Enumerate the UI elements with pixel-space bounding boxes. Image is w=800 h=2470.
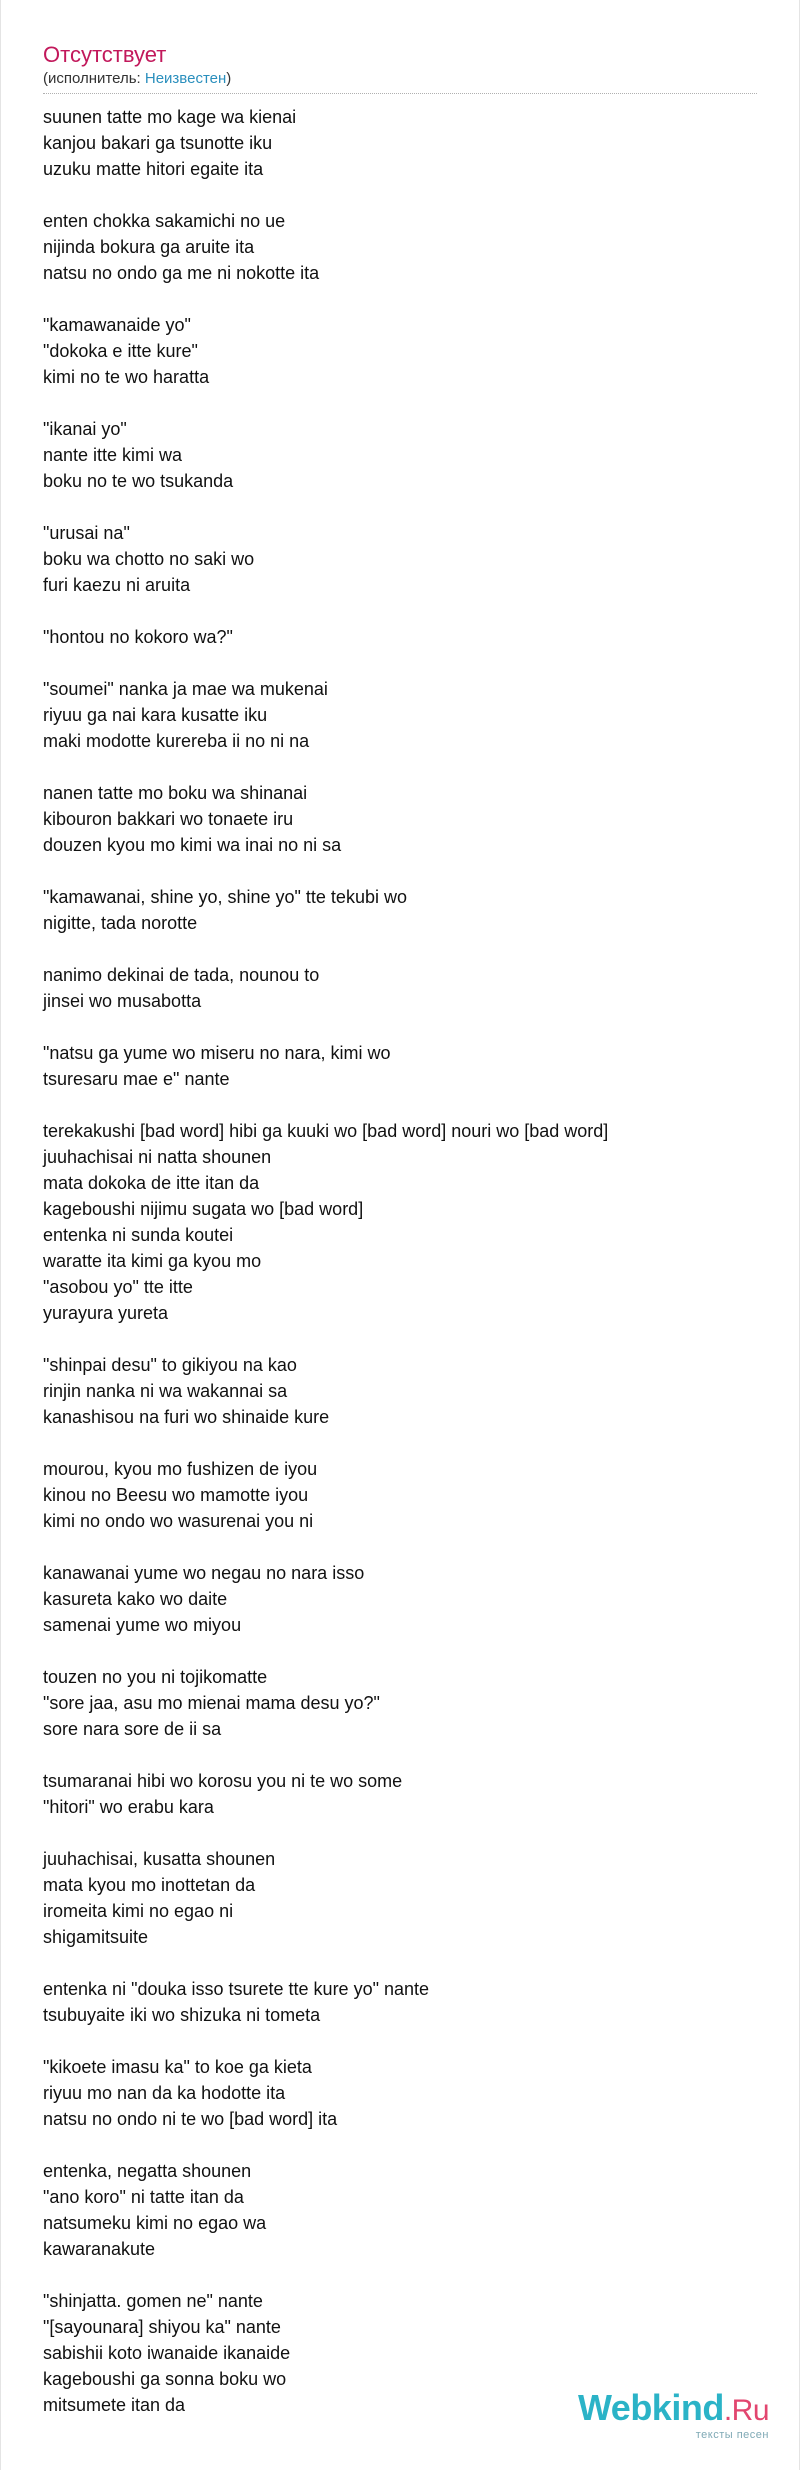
lyrics-stanza bbox=[43, 1846, 759, 1950]
artist-suffix: ) bbox=[226, 70, 232, 87]
lyric-line: mitsumete itan da bbox=[43, 2395, 186, 2415]
lyric-line: natsumeku kimi no egao wa bbox=[43, 2213, 267, 2233]
lyric-line: "shinjatta. gomen ne" nante bbox=[43, 2291, 263, 2311]
lyric-line: waratte ita kimi ga kyou mo bbox=[43, 1251, 262, 1271]
lyric-line: "asobou yo" tte itte bbox=[43, 1277, 193, 1297]
song-title: Отсутствует bbox=[43, 42, 167, 67]
lyrics-stanza bbox=[43, 208, 759, 286]
lyric-line: riyuu ga nai kara kusatte iku bbox=[43, 705, 268, 725]
lyrics-stanza bbox=[43, 1664, 759, 1742]
lyric-line: "urusai na" bbox=[43, 523, 130, 543]
lyric-line: mata dokoka de itte itan da bbox=[43, 1173, 260, 1193]
lyric-line: sore nara sore de ii sa bbox=[43, 1719, 222, 1739]
lyric-line: nijinda bokura ga aruite ita bbox=[43, 237, 255, 257]
lyric-line: "hontou no kokoro wa?" bbox=[43, 627, 233, 647]
lyrics-body bbox=[43, 104, 759, 2444]
lyric-line: "[sayounara] shiyou ka" nante bbox=[43, 2317, 281, 2337]
lyrics-stanza bbox=[43, 1040, 759, 1092]
logo-tagline: тексты песен bbox=[695, 2429, 769, 2441]
lyric-line: kanawanai yume wo negau no nara isso bbox=[43, 1563, 365, 1583]
lyrics-stanza bbox=[43, 520, 759, 598]
lyric-line: sabishii koto iwanaide ikanaide bbox=[43, 2343, 291, 2363]
lyrics-stanza bbox=[43, 624, 759, 650]
lyric-line: "dokoka e itte kure" bbox=[43, 341, 198, 361]
lyric-line: samenai yume wo miyou bbox=[43, 1615, 242, 1635]
lyric-line: kasureta kako wo daite bbox=[43, 1589, 228, 1609]
lyric-line: enten chokka sakamichi no ue bbox=[43, 211, 286, 231]
lyric-line: kanjou bakari ga tsunotte iku bbox=[43, 133, 273, 153]
lyric-line: "kamawanaide yo" bbox=[43, 315, 191, 335]
lyric-line: kageboushi ga sonna boku wo bbox=[43, 2369, 287, 2389]
site-logo[interactable] bbox=[578, 2388, 769, 2441]
lyric-line: iromeita kimi no egao ni bbox=[43, 1901, 234, 1921]
lyric-line: natsu no ondo ni te wo [bad word] ita bbox=[43, 2109, 338, 2129]
lyric-line: boku no te wo tsukanda bbox=[43, 471, 234, 491]
lyric-line: mourou, kyou mo fushizen de iyou bbox=[43, 1459, 318, 1479]
lyrics-stanza bbox=[43, 962, 759, 1014]
lyric-line: boku wa chotto no saki wo bbox=[43, 549, 255, 569]
lyrics-stanza bbox=[43, 1118, 759, 1326]
logo-text: Webkind bbox=[577, 2387, 724, 2428]
lyric-line: kageboushi nijimu sugata wo [bad word] bbox=[43, 1199, 364, 1219]
lyric-line: riyuu mo nan da ka hodotte ita bbox=[43, 2083, 286, 2103]
lyric-line: douzen kyou mo kimi wa inai no ni sa bbox=[43, 835, 342, 855]
lyric-line: kanashisou na furi wo shinaide kure bbox=[43, 1407, 330, 1427]
lyrics-stanza bbox=[43, 312, 759, 390]
lyric-line: nigitte, tada norotte bbox=[43, 913, 198, 933]
lyrics-stanza bbox=[43, 1456, 759, 1534]
lyric-line: tsuresaru mae e" nante bbox=[43, 1069, 230, 1089]
lyric-line: nante itte kimi wa bbox=[43, 445, 183, 465]
lyric-line: tsumaranai hibi wo korosu you ni te wo some bbox=[43, 1771, 403, 1791]
lyrics-stanza bbox=[43, 884, 759, 936]
lyric-line: nanen tatte mo boku wa shinanai bbox=[43, 783, 308, 803]
lyric-line: rinjin nanka ni wa wakannai sa bbox=[43, 1381, 288, 1401]
lyric-line: tsubuyaite iki wo shizuka ni tometa bbox=[43, 2005, 321, 2025]
lyric-line: kibouron bakkari wo tonaete iru bbox=[43, 809, 294, 829]
lyric-line: "hitori" wo erabu kara bbox=[43, 1797, 214, 1817]
lyrics-stanza bbox=[43, 676, 759, 754]
lyric-line: yurayura yureta bbox=[43, 1303, 169, 1323]
lyrics-stanza bbox=[43, 1976, 759, 2028]
lyrics-stanza bbox=[43, 780, 759, 858]
lyrics-stanza bbox=[43, 2158, 759, 2262]
artist-prefix: (исполнитель: bbox=[43, 70, 145, 87]
lyric-line: entenka ni "douka isso tsurete tte kure yo" nante bbox=[43, 1979, 430, 1999]
lyric-line: uzuku matte hitori egaite ita bbox=[43, 159, 264, 179]
lyrics-stanza bbox=[43, 1352, 759, 1430]
lyric-line: "soumei" nanka ja mae wa mukenai bbox=[43, 679, 328, 699]
lyric-line: "ikanai yo" bbox=[43, 419, 127, 439]
lyric-line: "natsu ga yume wo miseru no nara, kimi wo bbox=[43, 1043, 391, 1063]
lyric-line: entenka ni sunda koutei bbox=[43, 1225, 234, 1245]
lyric-line: shigamitsuite bbox=[43, 1927, 149, 1947]
artist-line bbox=[43, 70, 231, 88]
lyrics-stanza bbox=[43, 416, 759, 494]
lyric-line: suunen tatte mo kage wa kienai bbox=[43, 107, 297, 127]
lyric-line: juuhachisai ni natta shounen bbox=[43, 1147, 272, 1167]
lyrics-stanza bbox=[43, 1560, 759, 1638]
lyrics-stanza bbox=[43, 1768, 759, 1820]
lyric-line: "kamawanai, shine yo, shine yo" tte tekubi wo bbox=[43, 887, 407, 907]
lyric-line: terekakushi [bad word] hibi ga kuuki wo [bad word] nouri wo [bad word] bbox=[43, 1121, 609, 1141]
lyric-line: kimi no ondo wo wasurenai you ni bbox=[43, 1511, 314, 1531]
lyric-line: kawaranakute bbox=[43, 2239, 156, 2259]
lyric-line: touzen no you ni tojikomatte bbox=[43, 1667, 268, 1687]
lyric-line: entenka, negatta shounen bbox=[43, 2161, 252, 2181]
lyric-line: kimi no te wo haratta bbox=[43, 367, 210, 387]
lyric-line: kinou no Beesu wo mamotte iyou bbox=[43, 1485, 309, 1505]
lyric-line: nanimo dekinai de tada, nounou to bbox=[43, 965, 320, 985]
lyric-line: furi kaezu ni aruita bbox=[43, 575, 191, 595]
lyric-line: "ano koro" ni tatte itan da bbox=[43, 2187, 244, 2207]
lyric-line: maki modotte kurereba ii no ni na bbox=[43, 731, 310, 751]
artist-link[interactable]: Неизвестен bbox=[144, 70, 227, 87]
lyric-line: "sore jaa, asu mo mienai mama desu yo?" bbox=[43, 1693, 380, 1713]
lyric-line: jinsei wo musabotta bbox=[43, 991, 202, 1011]
lyric-line: juuhachisai, kusatta shounen bbox=[43, 1849, 276, 1869]
lyric-line: natsu no ondo ga me ni nokotte ita bbox=[43, 263, 320, 283]
lyric-line: "shinpai desu" to gikiyou na kao bbox=[43, 1355, 297, 1375]
logo-suffix: .Ru bbox=[723, 2394, 769, 2427]
lyrics-stanza bbox=[43, 2054, 759, 2132]
header-divider bbox=[43, 93, 757, 94]
lyrics-stanza bbox=[43, 104, 759, 182]
lyric-line: mata kyou mo inottetan da bbox=[43, 1875, 256, 1895]
lyric-line: "kikoete imasu ka" to koe ga kieta bbox=[43, 2057, 312, 2077]
